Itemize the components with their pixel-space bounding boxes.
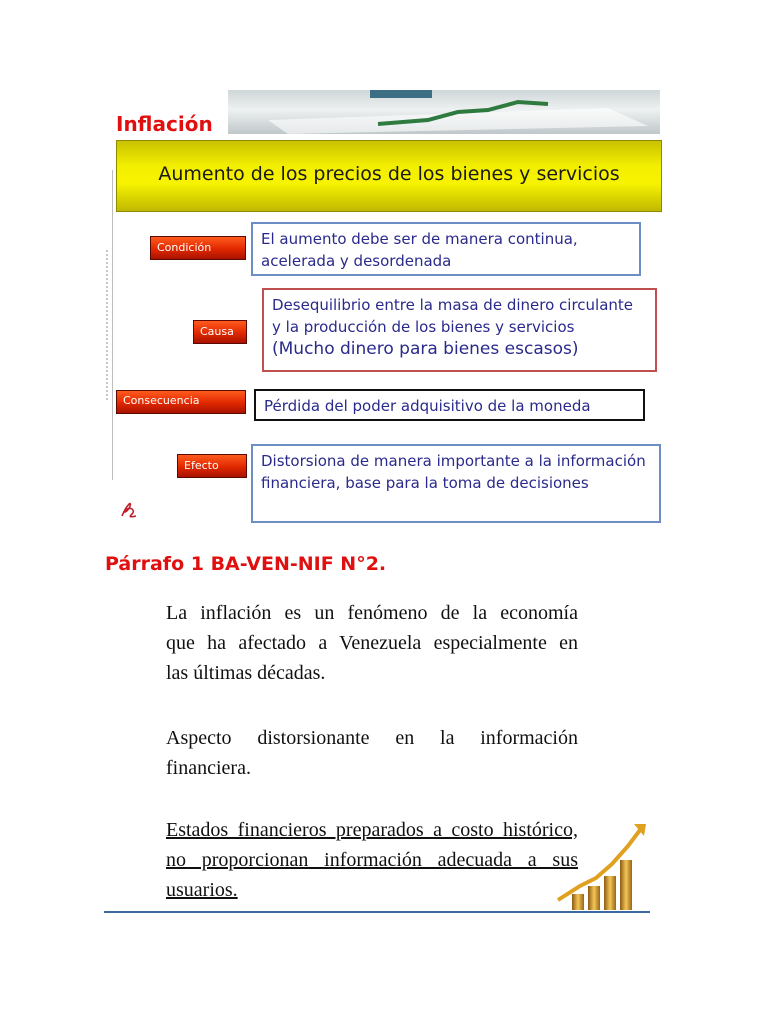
divider <box>104 911 650 913</box>
paragraph-line: las últimas décadas. <box>166 662 326 684</box>
consecuencia-box <box>254 389 645 421</box>
consecuencia-text: Pérdida del poder adquisitivo de la moneda <box>264 397 591 415</box>
coin-growth-icon <box>554 820 650 912</box>
condicion-label: Condición <box>150 236 246 260</box>
condicion-text-line: acelerada y desordenada <box>261 252 452 270</box>
efecto-text-line: financiera, base para la toma de decisiones <box>261 474 589 492</box>
divider <box>112 170 113 480</box>
causa-text-line: Desequilibrio entre la masa de dinero circulante <box>272 296 634 314</box>
signature-icon <box>118 496 140 520</box>
causa-text-line: y la producción de los bienes y servicios <box>272 318 575 336</box>
header-image <box>228 90 660 134</box>
section-heading: Párrafo 1 BA-VEN-NIF N°2. <box>105 553 387 575</box>
headline-banner <box>116 140 662 212</box>
paragraph-line: que ha afectado a Venezuela especialmente en <box>166 632 578 654</box>
efecto-box <box>251 444 661 523</box>
paragraph-line: no proporcionan información adecuada a sus <box>166 849 578 871</box>
paragraph <box>166 815 578 905</box>
paragraph-line: usuarios. <box>166 879 238 901</box>
paragraph-line: Estados financieros preparados a costo histórico, <box>166 819 578 841</box>
efecto-text-line: Distorsiona de manera importante a la información <box>261 452 646 470</box>
causa-label: Causa <box>193 320 247 344</box>
paragraph-line: Aspecto distorsionante en la información <box>166 727 578 749</box>
paragraph-line: financiera. <box>166 757 251 779</box>
headline-text: Aumento de los precios de los bienes y servicios <box>158 163 620 185</box>
condicion-box <box>251 222 641 276</box>
causa-emphasis: (Mucho dinero para bienes escasos) <box>272 339 579 359</box>
divider <box>106 250 110 400</box>
paragraph <box>166 723 578 783</box>
paragraph-line: La inflación es un fenómeno de la economía <box>166 602 578 624</box>
chart-paper-icon <box>228 90 660 134</box>
causa-box <box>262 288 657 372</box>
condicion-text-line: El aumento debe ser de manera continua, <box>261 230 578 248</box>
efecto-label: Efecto <box>177 454 247 478</box>
paragraph <box>166 598 578 688</box>
consecuencia-label: Consecuencia <box>116 390 246 414</box>
slide-title: Inflación <box>116 112 213 136</box>
